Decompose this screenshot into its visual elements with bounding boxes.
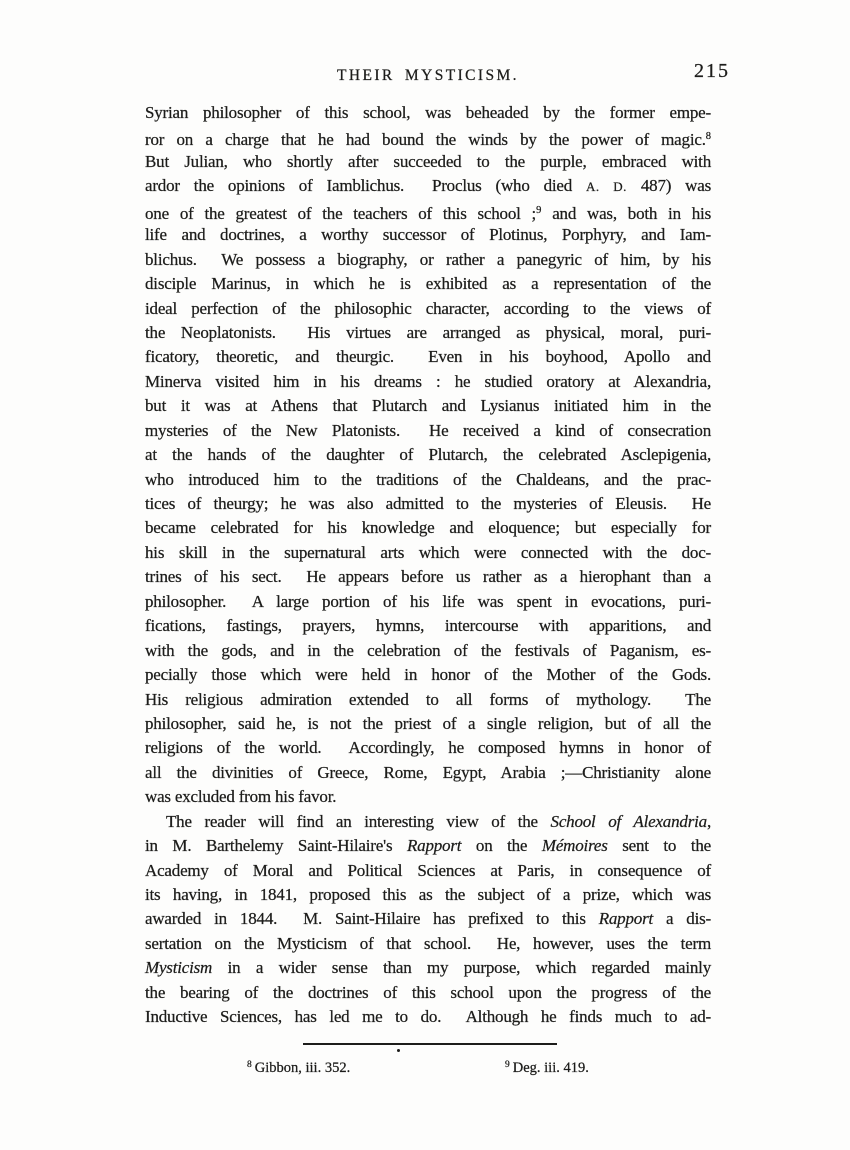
text-line	[145, 834, 711, 858]
footnote-marker: 8	[247, 1060, 252, 1070]
footnote-gibbon	[247, 1060, 350, 1077]
text-line	[145, 468, 711, 492]
text-line	[145, 223, 711, 247]
footnote-text: Gibbon, iii. 352.	[254, 1060, 351, 1076]
text-segment: 487) was	[626, 176, 711, 196]
text-segment: his skill in the supernatural arts which were connected with the doc-	[145, 542, 711, 562]
text-line	[145, 101, 711, 125]
page-header	[145, 64, 711, 90]
text-segment: was excluded from his favor.	[145, 787, 337, 807]
text-line	[145, 174, 711, 198]
text-line	[145, 345, 711, 369]
page-number: 215	[694, 60, 730, 82]
text-line	[145, 736, 711, 760]
text-segment: on the	[461, 836, 542, 856]
page-body	[145, 101, 711, 1030]
text-segment: tices of theurgy; he was also admitted to the mysteries of Eleusis. He	[145, 494, 711, 513]
text-segment: but it was at Athens that Plutarch and Lysianus initiated him in the	[145, 396, 711, 416]
text-line	[145, 541, 711, 565]
text-line	[145, 785, 711, 809]
text-segment: its having, in 1841, proposed this as the subject of a prize, which was	[145, 885, 711, 904]
text-segment: But Julian, who shortly after succeeded to the purple, embraced with	[145, 151, 711, 171]
text-line	[145, 761, 711, 785]
text-line	[145, 663, 711, 687]
text-segment: Rapport	[406, 836, 462, 856]
text-line	[145, 394, 711, 418]
text-line	[145, 199, 711, 223]
text-segment: fications, fastings, prayers, hymns, intercourse with apparitions, and	[145, 616, 711, 636]
text-segment: religions of the world. Accordingly, he composed hymns in honor of	[145, 738, 711, 758]
text-line	[145, 321, 711, 345]
text-line	[145, 590, 711, 614]
text-segment: Mysticism	[145, 958, 213, 978]
text-segment: Academy of Moral and Political Sciences at Paris, in consequence of	[145, 860, 711, 880]
text-line	[145, 956, 711, 980]
text-segment: ror on a charge that he had bound the winds by the power of magic.	[145, 130, 706, 150]
text-segment: Mémoires	[541, 836, 608, 856]
text-line	[145, 810, 711, 834]
text-segment: life and doctrines, a worthy successor of Plotinus, Porphyry, and Iam-	[145, 225, 711, 245]
text-segment: Rapport	[598, 909, 654, 929]
text-line	[145, 907, 711, 931]
text-line	[145, 419, 711, 443]
text-line	[145, 712, 711, 736]
text-line	[145, 883, 711, 907]
text-line	[145, 932, 711, 956]
text-segment: at the hands of the daughter of Plutarch, the celebrated Asclepigenia,	[145, 445, 711, 465]
text-segment: sent to the	[607, 836, 711, 856]
text-segment: 9	[536, 204, 542, 216]
text-segment: the bearing of the doctrines of this school upon the progress of the	[145, 982, 711, 1002]
text-segment: pecially those which were held in honor of the Mother of the Gods.	[145, 665, 711, 685]
text-segment: The reader will find an interesting view of the	[166, 811, 551, 831]
text-segment: all the divinities of Greece, Rome, Egypt, Arabia ;—Christianity alone	[145, 762, 711, 782]
text-segment: A. D.	[585, 179, 627, 195]
text-segment: became celebrated for his knowledge and eloquence; but especially for	[145, 518, 711, 538]
text-line	[145, 859, 711, 883]
text-segment: trines of his sect. He appears before us rather as a hierophant than a	[145, 567, 711, 587]
text-line	[145, 248, 711, 272]
text-segment: School of Alexandria	[550, 811, 707, 831]
ink-dot	[397, 1049, 400, 1052]
text-segment: disciple Marinus, in which he is exhibited as a representation of the	[145, 274, 711, 294]
text-segment: blichus. We possess a biography, or rather a panegyric of him, by his	[145, 249, 711, 269]
text-segment: awarded in 1844. M. Saint-Hilaire has prefixed to this	[145, 909, 599, 929]
text-segment: with the gods, and in the celebration of the festivals of Paganism, es-	[145, 640, 711, 660]
text-line	[145, 150, 711, 174]
text-segment: ,	[706, 811, 711, 831]
text-line	[145, 688, 711, 712]
text-segment: ardor the opinions of Iamblichus. Proclus (who died	[145, 176, 586, 196]
footnote-divider	[303, 1043, 557, 1045]
text-segment: Inductive Sciences, has led me to do. Although he finds much to ad-	[145, 1007, 711, 1027]
text-segment: in M. Barthelemy Saint-Hilaire's	[145, 836, 407, 856]
text-line	[145, 639, 711, 663]
text-line	[145, 443, 711, 467]
text-segment: sertation on the Mysticism of that school. He, however, uses the term	[145, 933, 711, 953]
text-segment: mysteries of the New Platonists. He received a kind of consecration	[145, 420, 711, 440]
footnote-deg	[505, 1060, 589, 1077]
text-segment: philosopher. A large portion of his life was spent in evocations, puri-	[145, 591, 711, 611]
text-segment: Minerva visited him in his dreams : he studied oratory at Alexandria,	[145, 371, 711, 391]
text-line	[145, 1005, 711, 1029]
running-head: THEIR MYSTICISM.	[337, 67, 519, 84]
text-segment: Syrian philosopher of this school, was beheaded by the former empe-	[145, 103, 711, 122]
text-segment: and was, both in his	[541, 203, 711, 223]
text-segment: ficatory, theoretic, and theurgic. Even in his boyhood, Apollo and	[145, 347, 711, 367]
text-line	[145, 516, 711, 540]
footnote-marker: 9	[505, 1060, 510, 1070]
footnote-text: Deg. iii. 419.	[512, 1060, 589, 1076]
text-segment: who introduced him to the traditions of the Chaldeans, and the prac-	[145, 469, 711, 489]
text-line	[145, 614, 711, 638]
text-line	[145, 272, 711, 296]
text-segment: philosopher, said he, is not the priest of a single religion, but of all the	[145, 713, 711, 733]
text-line	[145, 981, 711, 1005]
text-segment: His religious admiration extended to all forms of mythology. The	[145, 689, 711, 709]
text-line	[145, 125, 711, 149]
text-line	[145, 370, 711, 394]
text-segment: the Neoplatonists. His virtues are arranged as physical, moral, puri-	[145, 322, 711, 342]
text-line	[145, 297, 711, 321]
text-segment: in a wider sense than my purpose, which regarded mainly	[212, 958, 711, 978]
text-line	[145, 492, 711, 516]
text-segment: ideal perfection of the philosophic character, according to the views of	[145, 298, 711, 318]
text-segment: 8	[705, 131, 711, 143]
text-segment: a dis-	[653, 909, 711, 929]
text-line	[145, 565, 711, 589]
text-segment: one of the greatest of the teachers of this school ;	[145, 203, 537, 223]
